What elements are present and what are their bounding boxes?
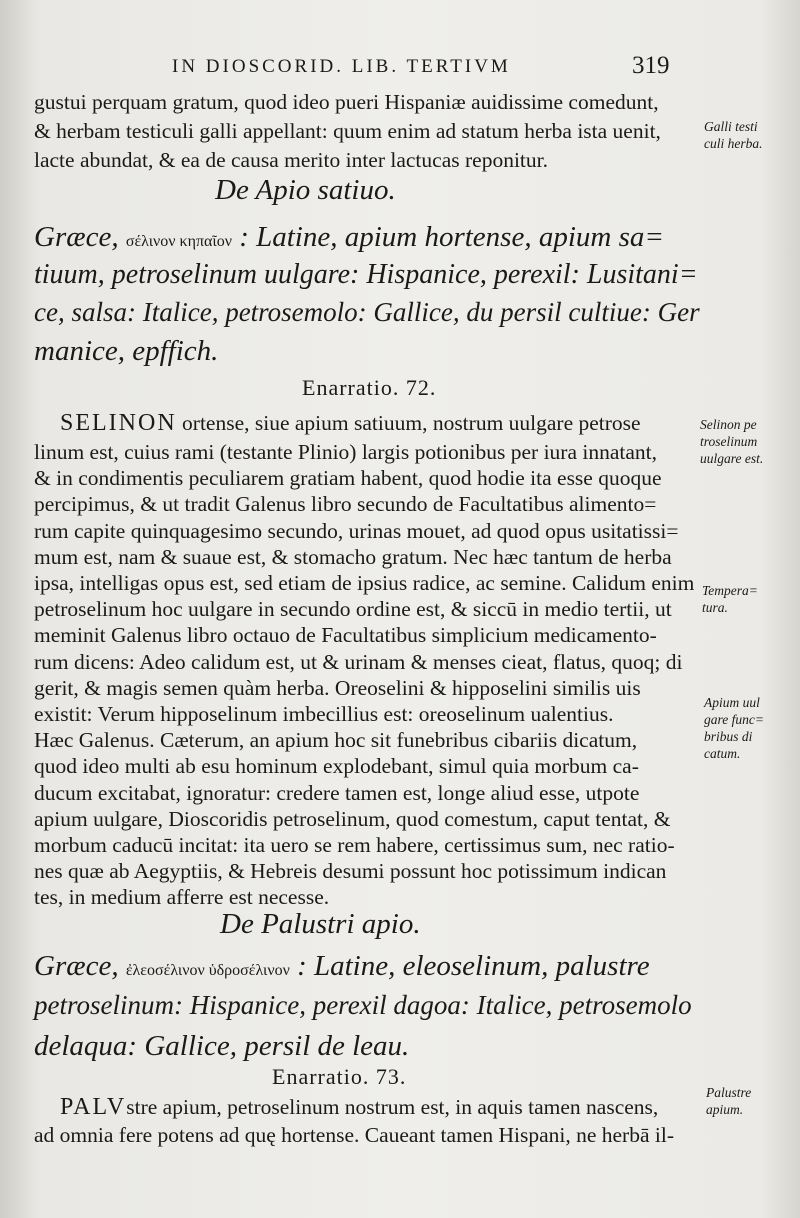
- margin-note-line: Palustre: [706, 1085, 752, 1100]
- text-line: ad omnia fere potens ad quę hortense. Caueant tamen Hispani, ne herbā il-: [34, 1123, 674, 1147]
- text-line: Hæc Galenus. Cæterum, an apium hoc sit funebribus cibariis dicatum,: [34, 728, 638, 753]
- text-line: meminit Galenus libro octauo de Facultatibus simplicium medicamento-: [34, 623, 657, 648]
- margin-note-line: bribus di: [704, 729, 753, 744]
- text-line: petroselinum hoc uulgare in secundo ordine est, & siccū in medio tertii, ut: [34, 597, 672, 622]
- text-line-first: [60, 1094, 658, 1121]
- page-number: 319: [632, 52, 670, 79]
- names-line: petroselinum: Hispanice, perexil dagoa: Italice, petrosemolo: [34, 990, 692, 1020]
- names-line: tiuum, petroselinum uulgare: Hispanice, perexil: Lusitani=: [34, 259, 698, 290]
- narratio-heading: Enarratio. 73.: [272, 1064, 407, 1089]
- margin-note-line: apium.: [706, 1102, 744, 1117]
- text-line: tes, in medium afferre est necesse.: [34, 885, 330, 910]
- names-prefix: Græce,: [34, 950, 119, 982]
- text-line: mum est, nam & suaue est, & stomacho gratum. Nec hæc tantum de herba: [34, 544, 672, 569]
- margin-note-line: troselinum: [700, 434, 758, 449]
- margin-note: [706, 1084, 796, 1118]
- text-line: & herbam testiculi galli appellant: quum enim ad statum herba ista uenit,: [34, 119, 661, 143]
- margin-note-line: Selinon pe: [700, 417, 757, 432]
- margin-note-line: culi herba.: [704, 136, 763, 151]
- text-line: & in condimentis peculiarem gratiam habent, quod hodie ita esse quoque: [34, 466, 662, 491]
- text-line: linum est, cuius rami (testante Plinio) largis potionibus per iura innatant,: [34, 440, 657, 464]
- margin-note-line: uulgare est.: [700, 451, 764, 466]
- margin-note: [702, 582, 792, 616]
- margin-note: [700, 416, 790, 467]
- greek-name: σέλινον κηπαῖον: [125, 233, 232, 250]
- names-text: : Latine, apium hortense, apium sa=: [239, 221, 664, 253]
- text-line: lacte abundat, & ea de causa merito inter lactucas reponitur.: [34, 148, 548, 172]
- margin-note-line: Galli testi: [704, 119, 758, 134]
- text-line: ducum excitabat, ignoratur: credere tamen est, longe aliud esse, utpote: [34, 780, 640, 805]
- margin-note: [704, 694, 794, 762]
- names-line-first: [34, 950, 650, 983]
- text-line: ipsa, intelligas opus est, sed etiam de ipsius radice, ac semine. Calidum enim: [34, 571, 695, 595]
- section-heading: De Palustri apio.: [220, 908, 421, 940]
- names-line: delaqua: Gallice, persil de leau.: [34, 1030, 410, 1062]
- text-line: quod ideo multi ab esu hominum explodebant, simul quia morbum ca-: [34, 754, 639, 779]
- names-line: ce, salsa: Italice, petrosemolo: Gallice, du persil cultiue: Ger: [34, 297, 700, 327]
- section-heading: De Apio satiuo.: [215, 174, 396, 206]
- drop-cap: PALV: [60, 1094, 127, 1120]
- margin-note: [704, 118, 794, 152]
- running-title: IN DIOSCORID. LIB. TERTIVM: [172, 56, 511, 77]
- text-line: gerit, & magis semen quàm herba. Oreoselini & hipposelini similis uis: [34, 675, 641, 700]
- margin-note-line: Apium uul: [704, 695, 760, 710]
- text-line: morbum caducū incitat: ita uero se rem habere, certissimus sum, nec ratio-: [34, 833, 675, 857]
- text-line: rum dicens: Adeo calidum est, ut & urinam & menses cieat, flatus, quoq; di: [34, 649, 683, 674]
- margin-note-line: tura.: [702, 600, 728, 615]
- margin-note-line: Tempera=: [702, 583, 758, 598]
- text-line: apium uulgare, Dioscoridis petroselinum, quod comestum, caput tentat, &: [34, 806, 671, 831]
- text-line: rum capite quinquagesimo secundo, urinas mouet, ad quod opus usitatissi=: [34, 518, 679, 543]
- margin-note-line: catum.: [704, 746, 741, 761]
- text-line-rest: ortense, siue apium satiuum, nostrum uulgare petrose: [182, 411, 641, 435]
- margin-note-line: gare func=: [704, 712, 764, 727]
- names-line-first: [34, 221, 664, 254]
- text-line: percipimus, & ut tradit Galenus libro secundo de Facultatibus alimento=: [34, 492, 657, 517]
- text-line: existit: Verum hipposelinum imbecillius est: oreoselinum ualentius.: [34, 702, 614, 726]
- text-line-rest: stre apium, petroselinum nostrum est, in aquis tamen nascens,: [126, 1095, 659, 1119]
- text-line: gustui perquam gratum, quod ideo pueri Hispaniæ auidissime comedunt,: [34, 90, 659, 114]
- text-line-first: [60, 410, 641, 437]
- names-prefix: Græce,: [34, 221, 119, 253]
- names-line: manice, epffich.: [34, 335, 219, 367]
- narratio-heading: Enarratio. 72.: [302, 375, 437, 400]
- names-text: : Latine, eleoselinum, palustre: [297, 950, 650, 982]
- text-line: nes quæ ab Aegyptiis, & Hebreis desumi possunt hoc potissimum indican: [34, 859, 667, 884]
- greek-name: ἐλεοσέλινον ὑδροσέλινον: [125, 962, 290, 979]
- drop-cap: SELINON: [60, 410, 177, 436]
